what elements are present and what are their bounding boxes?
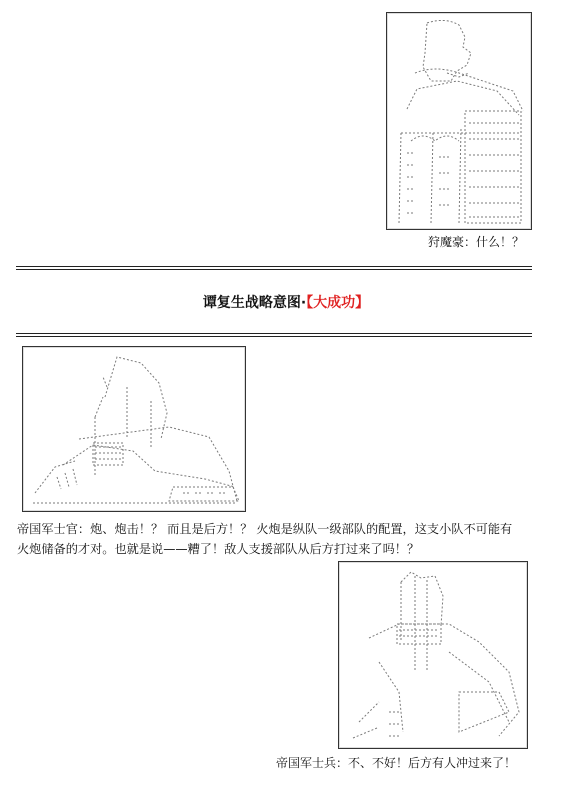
officer-dialogue-line-2: 火炮储备的才对。也就是说——糟了！敌人支援部队从后方打过来了吗！？ bbox=[17, 542, 420, 556]
tank-ascii-art bbox=[23, 347, 245, 511]
aa-panel-soldier bbox=[338, 561, 528, 749]
divider-top-2 bbox=[16, 269, 532, 270]
section-heading bbox=[0, 292, 572, 312]
officer-dialogue bbox=[17, 519, 557, 559]
divider-top bbox=[16, 266, 532, 267]
officer-dialogue-line-1: 帝国军士官：炮、炮击！？ 而且是后方！？ 火炮是纵队一级部队的配置，这支小队不可能有 bbox=[17, 522, 513, 536]
heading-result: 【大成功】 bbox=[306, 295, 370, 311]
heading-text: 谭复生战略意图· bbox=[202, 295, 307, 311]
aa-panel-karuma bbox=[386, 12, 532, 230]
karuma-ascii-art bbox=[387, 13, 531, 229]
divider-bottom bbox=[16, 333, 532, 334]
soldier-ascii-art bbox=[339, 562, 527, 748]
divider-bottom-2 bbox=[16, 336, 532, 337]
soldier-caption: 帝国军士兵：不、不好！后方有人冲过来了！ bbox=[276, 756, 517, 770]
karuma-caption: 狩魔豪：什么！？ bbox=[428, 235, 525, 249]
aa-panel-tank bbox=[22, 346, 246, 512]
